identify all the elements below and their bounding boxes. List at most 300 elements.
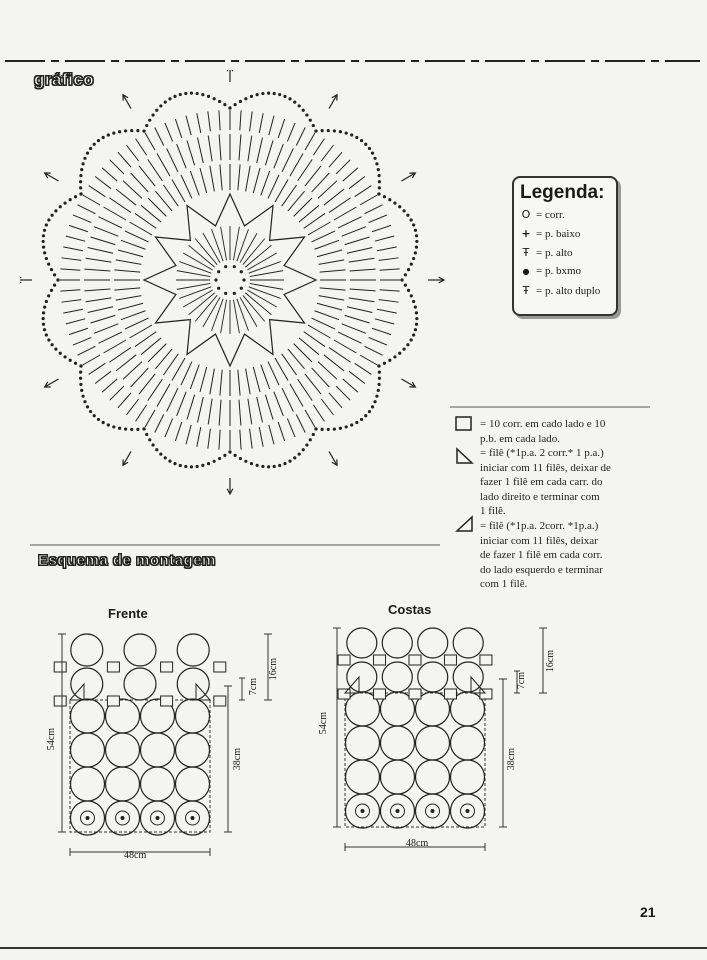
edge-dot [179,464,182,467]
stitch-mark [89,186,106,197]
note-line: = filê (*1p.a. 2 corr.* 1 p.a.) [480,447,604,459]
motif-circle [177,634,209,666]
stitch-mark [372,328,391,334]
edge-dot [53,284,56,287]
edge-dot [377,174,380,177]
stitch-mark [220,370,222,396]
stitch-mark [148,159,163,180]
stitch-mark [321,145,333,161]
stitch-mark [125,318,149,329]
edge-dot [415,240,418,243]
edge-dot [43,306,46,309]
edge-dot [42,246,45,249]
stitch-mark [121,311,145,320]
dot-icon: ● [522,266,530,276]
stitch-mark [250,429,253,449]
stitch-mark [278,422,284,441]
edge-dot [47,294,50,297]
edge-dot [407,268,410,271]
stitch-mark [210,166,215,192]
stitch-mark [278,119,284,138]
stitch-mark [148,379,163,400]
left-triangle-icon [455,515,475,533]
stitch-mark [338,217,361,228]
edge-dot [375,162,378,165]
stitch-mark [347,248,372,254]
stitch-mark [261,171,270,195]
note-left-triangle [480,519,650,592]
note-right-triangle [480,446,650,519]
edge-dot [406,214,409,217]
stitch-mark [324,189,344,205]
stitch-mark [336,160,350,174]
edge-dot [228,450,231,453]
stitch-mark [239,400,241,426]
note-line: p.b. em cada lado. [480,432,561,445]
stitch-mark [237,299,249,331]
chart-heading: gráfico [34,70,95,89]
edge-dot [151,443,154,446]
square-motif [444,689,456,699]
stitch-mark [257,138,263,163]
edge-dot [239,457,242,460]
stitch-mark [287,419,295,437]
stitch-mark [66,319,85,324]
edge-dot [43,229,46,232]
stitch-mark [61,258,81,261]
edge-dot [47,263,50,266]
edge-dot [261,92,264,95]
edge-dot [404,284,407,287]
stitch-mark [257,397,263,422]
stitch-mark [186,425,191,444]
edge-dot [93,143,96,146]
motif-circle [381,726,415,760]
legend-text: = p. bxmo [536,265,582,277]
edge-dot [207,95,210,98]
edge-dot [327,428,330,431]
motif-circle [346,760,380,794]
stitch-mark [377,309,397,313]
edge-dot [383,362,386,365]
edge-dot [50,289,53,292]
edge-dot [288,97,291,100]
edge-dot [250,462,253,465]
edge-dot [309,119,312,122]
stitch-mark [179,262,211,274]
stitch-mark [95,371,111,383]
edge-dot [345,425,348,428]
center-dot [240,287,243,290]
edge-dot [393,201,396,204]
edge-dot [333,427,336,430]
legend-title: Legenda: [520,182,605,203]
edge-dot [267,465,270,468]
stitch-mark [139,374,155,394]
stitch-mark [200,168,207,193]
edge-dot [339,130,342,133]
stitch-mark [349,298,375,302]
edge-dot [298,104,301,107]
stitch-mark [84,269,110,271]
stitch-mark [233,300,239,333]
triangle-motif [196,684,210,700]
square-motif [338,655,350,665]
edge-dot [80,389,83,392]
stitch-mark [187,395,195,420]
edge-dot [79,174,82,177]
flower-center [121,816,125,820]
edge-dot [400,278,403,281]
stitch-mark [90,237,115,245]
stitch-mark [127,399,139,415]
edge-dot [360,418,363,421]
stitch-mark [275,180,288,203]
stitch-mark [238,164,240,190]
stitch-mark [181,362,192,386]
back-panel [315,615,565,870]
stitch-mark [123,362,142,380]
edge-dot [42,240,45,243]
square-icon [455,416,475,432]
center-dot [233,292,236,295]
edge-dot [86,405,89,408]
stitch-mark [345,237,370,245]
stitch-mark [317,250,342,257]
stitch-mark [221,300,227,333]
stitch-mark [329,198,350,213]
stitch-mark [282,388,293,411]
edge-dot [355,421,358,424]
edge-dot [136,428,139,431]
stitch-mark [177,283,210,289]
stitch-mark [200,367,207,392]
stitch-mark [319,296,345,301]
edge-dot [410,218,413,221]
stitch-mark [104,340,127,353]
edge-dot [312,124,315,127]
stitch-mark [238,370,240,396]
motif-circle [382,628,412,658]
stitch-mark [208,111,211,131]
stitch-mark [187,140,195,165]
edge-dot [118,427,121,430]
square-motif [107,662,119,672]
stitch-mark [248,136,252,162]
edge-dot [148,119,151,122]
edge-dot [168,460,171,463]
note-line: 1 filê. [480,505,506,517]
stitch-mark [324,355,344,371]
edge-dot [228,106,231,109]
stitch-mark [88,248,113,254]
edge-dot [410,263,413,266]
edge-dot [45,223,48,226]
stitch-mark [360,355,377,365]
note-square [480,417,650,446]
stitch-mark [94,227,118,236]
motif-circle [177,668,209,700]
edge-dot [377,364,380,367]
front-panel [40,620,290,870]
stitch-mark [90,315,115,323]
square-motif [161,696,173,706]
stitch-mark [375,236,394,241]
edge-dot [53,273,56,276]
motif-circle [347,628,377,658]
stitch-mark [305,410,315,427]
center-dot [233,265,236,268]
edge-dot [63,201,66,204]
edge-dot [305,443,308,446]
motif-circle [71,634,103,666]
stitch-mark [345,315,370,323]
edge-dot [373,400,376,403]
stitch-mark [319,260,345,265]
stitch-mark [312,173,330,192]
edge-dot [327,129,330,132]
stitch-mark [320,288,346,290]
stitch-mark [318,181,337,199]
edge-dot [256,464,259,467]
edge-dot [148,438,151,441]
square-motif [107,696,119,706]
stitch-mark [315,311,339,320]
edge-dot [314,427,317,430]
stitch-mark [118,250,143,257]
stitch-mark [179,287,211,299]
edge-dot [69,198,72,201]
edge-dot [305,113,308,116]
stitch-mark [98,332,121,343]
center-dot [242,278,245,281]
stitch-mark [118,303,143,310]
edge-dot [97,418,100,421]
edge-dot [81,162,84,165]
stitch-mark [131,368,149,387]
edge-dot [155,448,158,451]
square-motif [54,662,66,672]
center-dot [224,265,227,268]
edge-dot [54,348,57,351]
stitch-mark [89,363,106,374]
center-dot [217,287,220,290]
stitch-mark [131,173,149,192]
doily-chart [20,70,480,510]
stitch-mark [181,175,192,199]
edge-dot [415,317,418,320]
edge-dot [377,168,380,171]
note-line: com 1 filê. [480,578,528,590]
flower-center [156,816,160,820]
stitch-mark [296,415,305,433]
edge-dot [302,109,305,112]
edge-dot [406,343,409,346]
stitch-mark [139,166,155,186]
note-line: de fazer 1 filê em cada corr. [480,549,603,561]
square-motif [480,689,492,699]
note-line: = 10 corr. em cado lado e 10 [480,418,606,430]
edge-dot [414,229,417,232]
edge-dot [86,152,89,155]
note-line: iniciar com 11 filês, deixar [480,534,598,547]
stitch-mark [114,288,140,290]
stitch-mark [73,337,91,345]
edge-dot [45,257,48,260]
stitch-mark [175,119,181,138]
edge-dot [112,131,115,134]
stitch-mark [219,134,221,160]
flower-center [361,809,365,813]
edge-dot [201,93,204,96]
stitch-mark [259,427,263,447]
edge-dot [112,425,115,428]
edge-dot [79,383,82,386]
front-height-body: 38cm [232,748,243,771]
edge-dot [239,100,242,103]
stitch-mark [329,348,350,363]
stitch-mark [329,152,342,167]
edge-dot [267,92,270,95]
stitch-mark [219,110,220,130]
stitch-mark [219,430,220,450]
stitch-mark [212,299,224,331]
stitch-mark [377,247,397,251]
stitch-mark [308,222,331,235]
motif-circle [71,668,103,700]
stitch-mark [118,393,131,408]
square-motif [338,689,350,699]
stitch-mark [177,392,186,416]
edge-dot [410,338,413,341]
edge-dot [234,103,237,106]
star-outline [144,194,316,366]
note-line: do lado esquerdo e terminar [480,563,603,576]
stitch-mark [61,300,81,303]
stitch-mark [94,324,118,333]
stitch-mark [318,362,337,380]
edge-dot [302,448,305,451]
edge-dot [333,129,336,132]
edge-dot [244,97,247,100]
edge-dot [80,168,83,171]
stitch-mark [130,325,153,338]
stitch-mark [305,133,315,150]
edge-dot [250,95,253,98]
page-number: 21 [640,904,656,920]
square-motif [374,689,386,699]
stitch-mark [265,140,273,165]
edge-dot [42,234,45,237]
stitch-mark [315,240,339,249]
stitch-mark [118,152,131,167]
edge-dot [59,205,62,208]
stitch-mark [136,405,147,422]
stitch-mark [275,358,288,381]
edge-dot [83,400,86,403]
edge-dot [74,195,77,198]
motif-circle [124,668,156,700]
front-height-total: 54cm [46,728,57,751]
edge-dot [398,205,401,208]
motif-circle [71,767,105,801]
stitch-mark [349,258,375,262]
flower-center [466,809,470,813]
stitch-mark [210,369,215,395]
back-title: Costas [388,602,432,617]
stitch-mark [198,138,204,163]
edge-dot [415,311,418,314]
edge-dot [118,130,121,133]
edge-dot [350,423,353,426]
edge-dot [321,129,324,132]
edge-dot [50,343,53,346]
edge-dot [74,362,77,365]
edge-dot [79,371,82,374]
edge-dot [159,452,162,455]
motif-circle [71,733,105,767]
stitch-mark [190,365,199,389]
stitch-mark [212,229,224,261]
motif-circle [381,760,415,794]
square-motif [214,662,226,672]
edge-dot [244,460,247,463]
edge-dot [42,311,45,314]
stitch-mark [369,337,387,345]
double-stitch-icon: Ŧ [522,284,530,297]
motif-circle [416,726,450,760]
stitch-mark [157,154,170,177]
edge-dot [312,433,315,436]
stitch-mark [208,429,211,449]
front-height-upper: 16cm [268,658,279,681]
edge-dot [415,323,418,326]
stitch-mark [116,296,142,301]
circle-icon: O [521,208,531,221]
stitch-mark [177,271,210,277]
stitch-mark [282,148,293,171]
edge-dot [388,359,391,362]
stitch-mark [321,399,333,415]
stitch-mark [347,307,372,313]
edge-dot [278,464,281,467]
motif-circle [176,733,210,767]
stitch-mark [69,328,88,334]
edge-dot [278,93,281,96]
stitch-mark [155,128,164,146]
stitch-mark [172,358,185,381]
stitch-mark [145,133,155,150]
edge-dot [83,157,86,160]
stitch-mark [84,289,110,291]
edge-dot [350,133,353,136]
edge-dot [79,364,82,367]
stitch-mark [269,116,274,135]
edge-dot [107,423,110,426]
edge-dot [201,464,204,467]
edge-dot [184,465,187,468]
stitch-mark [274,392,283,416]
stitch-mark [240,430,241,450]
stitch-mark [268,362,279,386]
edge-dot [136,129,139,132]
edge-dot [339,427,342,430]
stitch-mark [66,236,85,241]
stitch-mark [355,186,372,197]
motif-circle [346,726,380,760]
motif-circle [453,628,483,658]
stitch-mark [329,393,342,408]
